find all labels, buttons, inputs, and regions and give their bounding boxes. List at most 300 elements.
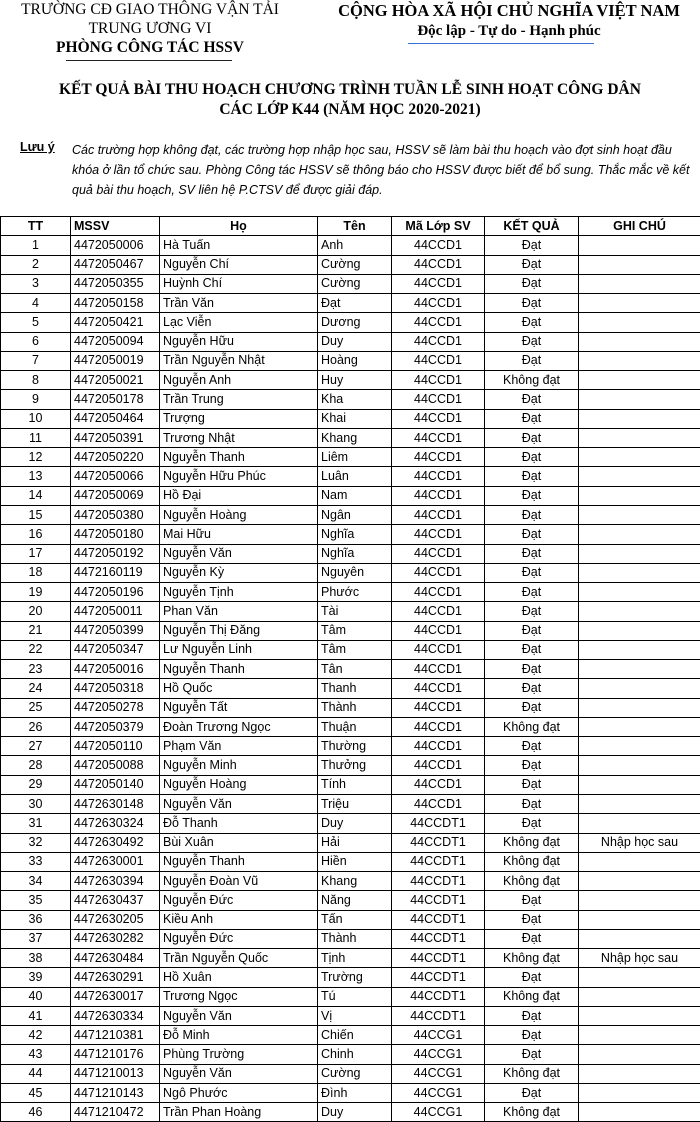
cell-mssv: 4471210143 — [71, 1083, 160, 1102]
cell-ten: Nguyên — [318, 563, 392, 582]
table-header-row — [1, 217, 700, 236]
cell-tt: 26 — [1, 717, 71, 736]
cell-ho: Trần Văn — [160, 294, 318, 313]
table-row — [1, 371, 700, 390]
cell-ten: Tân — [318, 660, 392, 679]
cell-ho: Nguyễn Chí — [160, 255, 318, 274]
table-row — [1, 1006, 700, 1025]
header-tt: TT — [1, 217, 71, 236]
cell-ghi-chu — [579, 428, 700, 447]
cell-ten: Anh — [318, 236, 392, 255]
cell-mssv: 4472050011 — [71, 602, 160, 621]
issuer-school-suffix: TRUNG ƯƠNG VI — [88, 20, 212, 37]
cell-ten: Huy — [318, 371, 392, 390]
cell-tt: 4 — [1, 294, 71, 313]
cell-ket-qua: Không đạt — [485, 987, 579, 1006]
cell-ho: Đỗ Thanh — [160, 814, 318, 833]
cell-ghi-chu — [579, 1045, 700, 1064]
cell-ket-qua: Đạt — [485, 428, 579, 447]
cell-ten: Thành — [318, 929, 392, 948]
cell-ma-lop: 44CCD1 — [392, 505, 485, 524]
cell-ghi-chu — [579, 583, 700, 602]
cell-ho: Đỗ Minh — [160, 1026, 318, 1045]
table-row — [1, 409, 700, 428]
cell-ten: Thuận — [318, 717, 392, 736]
title-line-2: CÁC LỚP K44 (NĂM HỌC 2020-2021) — [219, 101, 481, 118]
cell-ghi-chu — [579, 505, 700, 524]
motto-underline — [408, 43, 594, 44]
cell-ghi-chu: Nhập học sau — [579, 833, 700, 852]
cell-ket-qua: Đạt — [485, 274, 579, 293]
header-ghi-chu: GHI CHÚ — [579, 217, 700, 236]
note-text: Các trường hợp không đạt, các trường hợp nhập học sau, HSSV sẽ làm bài thu hoạch vào đợt sinh hoạt đầu khóa ở lần tổ chức sau. Phòng Công tác HSSV sẽ thông báo cho HSSV được biết để bổ sung. Thắc mắc về kết quả bài thu hoạch, SV liên hệ P.CTSV để được giải đáp. — [72, 143, 690, 197]
cell-ma-lop: 44CCD1 — [392, 794, 485, 813]
cell-ten: Ngân — [318, 505, 392, 524]
cell-ma-lop: 44CCDT1 — [392, 968, 485, 987]
table-row — [1, 486, 700, 505]
cell-ma-lop: 44CCG1 — [392, 1064, 485, 1083]
cell-ho: Lạc Viễn — [160, 313, 318, 332]
cell-ket-qua: Đạt — [485, 332, 579, 351]
cell-mssv: 4472630001 — [71, 852, 160, 871]
cell-ten: Tâm — [318, 621, 392, 640]
table-row — [1, 891, 700, 910]
cell-ma-lop: 44CCD1 — [392, 621, 485, 640]
cell-ma-lop: 44CCD1 — [392, 255, 485, 274]
cell-ma-lop: 44CCD1 — [392, 640, 485, 659]
cell-ten: Hải — [318, 833, 392, 852]
cell-ma-lop: 44CCD1 — [392, 294, 485, 313]
nation-header — [318, 0, 700, 42]
cell-ket-qua: Đạt — [485, 929, 579, 948]
cell-mssv: 4472050421 — [71, 313, 160, 332]
cell-ten: Nghĩa — [318, 544, 392, 563]
cell-ho: Nguyễn Hoàng — [160, 505, 318, 524]
cell-ma-lop: 44CCD1 — [392, 467, 485, 486]
cell-ten: Thưởng — [318, 756, 392, 775]
table-row — [1, 949, 700, 968]
table-row — [1, 448, 700, 467]
cell-ket-qua: Đạt — [485, 660, 579, 679]
cell-ho: Nguyễn Thanh — [160, 660, 318, 679]
cell-ket-qua: Đạt — [485, 1006, 579, 1025]
cell-ket-qua: Đạt — [485, 486, 579, 505]
cell-ket-qua: Không đạt — [485, 833, 579, 852]
cell-tt: 2 — [1, 255, 71, 274]
cell-ghi-chu: Nhập học sau — [579, 949, 700, 968]
cell-ket-qua: Không đạt — [485, 371, 579, 390]
cell-ket-qua: Đạt — [485, 891, 579, 910]
table-row — [1, 1103, 700, 1122]
cell-ten: Đình — [318, 1083, 392, 1102]
issuer-department: PHÒNG CÔNG TÁC HSSV — [56, 39, 244, 56]
header-ho: Họ — [160, 217, 318, 236]
cell-ghi-chu — [579, 313, 700, 332]
table-row — [1, 428, 700, 447]
cell-ten: Kha — [318, 390, 392, 409]
cell-ho: Nguyễn Đức — [160, 891, 318, 910]
cell-ket-qua: Đạt — [485, 775, 579, 794]
nation-motto: Độc lập - Tự do - Hạnh phúc — [417, 23, 601, 39]
cell-ket-qua: Đạt — [485, 756, 579, 775]
table-row — [1, 968, 700, 987]
cell-ket-qua: Đạt — [485, 505, 579, 524]
cell-ma-lop: 44CCDT1 — [392, 891, 485, 910]
cell-tt: 10 — [1, 409, 71, 428]
cell-ket-qua: Đạt — [485, 448, 579, 467]
cell-ket-qua: Đạt — [485, 525, 579, 544]
cell-ho: Lư Nguyễn Linh — [160, 640, 318, 659]
cell-ghi-chu — [579, 1026, 700, 1045]
cell-ten: Khang — [318, 428, 392, 447]
cell-ma-lop: 44CCD1 — [392, 351, 485, 370]
cell-ho: Nguyễn Tất — [160, 698, 318, 717]
cell-ma-lop: 44CCD1 — [392, 313, 485, 332]
cell-ten: Tú — [318, 987, 392, 1006]
cell-ho: Trần Nguyễn Quốc — [160, 949, 318, 968]
cell-tt: 19 — [1, 583, 71, 602]
cell-ho: Nguyễn Anh — [160, 371, 318, 390]
cell-mssv: 4471210176 — [71, 1045, 160, 1064]
cell-ten: Dương — [318, 313, 392, 332]
cell-tt: 13 — [1, 467, 71, 486]
cell-tt: 6 — [1, 332, 71, 351]
cell-ten: Thanh — [318, 679, 392, 698]
cell-ket-qua: Không đạt — [485, 852, 579, 871]
cell-mssv: 4472050006 — [71, 236, 160, 255]
cell-ghi-chu — [579, 621, 700, 640]
cell-ma-lop: 44CCDT1 — [392, 949, 485, 968]
table-row — [1, 872, 700, 891]
table-body — [1, 236, 700, 1122]
cell-ho: Nguyễn Hữu — [160, 332, 318, 351]
cell-ho: Bùi Xuân — [160, 833, 318, 852]
table-row — [1, 640, 700, 659]
cell-ghi-chu — [579, 660, 700, 679]
table-row — [1, 1083, 700, 1102]
cell-ma-lop: 44CCD1 — [392, 332, 485, 351]
cell-ket-qua: Đạt — [485, 794, 579, 813]
cell-ket-qua: Đạt — [485, 544, 579, 563]
cell-ma-lop: 44CCDT1 — [392, 872, 485, 891]
cell-ho: Nguyễn Kỳ — [160, 563, 318, 582]
cell-ma-lop: 44CCDT1 — [392, 987, 485, 1006]
cell-ghi-chu — [579, 1103, 700, 1122]
cell-ten: Duy — [318, 814, 392, 833]
table-row — [1, 563, 700, 582]
cell-tt: 43 — [1, 1045, 71, 1064]
cell-ma-lop: 44CCG1 — [392, 1026, 485, 1045]
cell-ten: Chinh — [318, 1045, 392, 1064]
cell-ho: Nguyễn Văn — [160, 544, 318, 563]
cell-ho: Hồ Xuân — [160, 968, 318, 987]
cell-tt: 36 — [1, 910, 71, 929]
cell-ma-lop: 44CCD1 — [392, 390, 485, 409]
table-row — [1, 505, 700, 524]
cell-tt: 39 — [1, 968, 71, 987]
cell-ma-lop: 44CCD1 — [392, 679, 485, 698]
cell-ma-lop: 44CCD1 — [392, 698, 485, 717]
cell-ket-qua: Đạt — [485, 602, 579, 621]
cell-ma-lop: 44CCG1 — [392, 1045, 485, 1064]
cell-ma-lop: 44CCDT1 — [392, 929, 485, 948]
cell-tt: 8 — [1, 371, 71, 390]
cell-tt: 24 — [1, 679, 71, 698]
issuer-header — [0, 0, 300, 57]
cell-ghi-chu — [579, 737, 700, 756]
cell-ten: Nghĩa — [318, 525, 392, 544]
cell-ten: Duy — [318, 332, 392, 351]
cell-mssv: 4472050464 — [71, 409, 160, 428]
header-ten: Tên — [318, 217, 392, 236]
cell-mssv: 4472050066 — [71, 467, 160, 486]
cell-ma-lop: 44CCDT1 — [392, 910, 485, 929]
cell-tt: 22 — [1, 640, 71, 659]
cell-mssv: 4472050021 — [71, 371, 160, 390]
cell-ten: Tính — [318, 775, 392, 794]
cell-ten: Chiến — [318, 1026, 392, 1045]
cell-ten: Cường — [318, 1064, 392, 1083]
cell-tt: 1 — [1, 236, 71, 255]
cell-mssv: 4472050278 — [71, 698, 160, 717]
cell-ket-qua: Không đạt — [485, 949, 579, 968]
table-row — [1, 351, 700, 370]
table-row — [1, 756, 700, 775]
cell-mssv: 4472050140 — [71, 775, 160, 794]
cell-tt: 23 — [1, 660, 71, 679]
header-ma-lop: Mã Lớp SV — [392, 217, 485, 236]
cell-ho: Ngô Phước — [160, 1083, 318, 1102]
cell-ho: Nguyễn Hoàng — [160, 775, 318, 794]
cell-ten: Hiền — [318, 852, 392, 871]
table-row — [1, 544, 700, 563]
cell-tt: 40 — [1, 987, 71, 1006]
table-row — [1, 910, 700, 929]
cell-mssv: 4472630437 — [71, 891, 160, 910]
cell-ghi-chu — [579, 236, 700, 255]
table-row — [1, 313, 700, 332]
cell-ghi-chu — [579, 332, 700, 351]
cell-ten: Hoàng — [318, 351, 392, 370]
cell-ho: Nguyễn Đức — [160, 929, 318, 948]
cell-ma-lop: 44CCD1 — [392, 409, 485, 428]
cell-ghi-chu — [579, 486, 700, 505]
cell-mssv: 4472630282 — [71, 929, 160, 948]
cell-mssv: 4472630334 — [71, 1006, 160, 1025]
cell-ho: Nguyễn Văn — [160, 1006, 318, 1025]
cell-ghi-chu — [579, 448, 700, 467]
cell-ma-lop: 44CCD1 — [392, 525, 485, 544]
cell-ghi-chu — [579, 544, 700, 563]
cell-ho: Huỳnh Chí — [160, 274, 318, 293]
cell-ho: Nguyễn Hữu Phúc — [160, 467, 318, 486]
cell-tt: 11 — [1, 428, 71, 447]
cell-ghi-chu — [579, 987, 700, 1006]
cell-ma-lop: 44CCDT1 — [392, 814, 485, 833]
table-row — [1, 1064, 700, 1083]
cell-ten: Đạt — [318, 294, 392, 313]
cell-tt: 44 — [1, 1064, 71, 1083]
cell-ghi-chu — [579, 717, 700, 736]
cell-ma-lop: 44CCDT1 — [392, 852, 485, 871]
cell-ten: Luân — [318, 467, 392, 486]
note-label: Lưu ý — [20, 140, 55, 154]
cell-ghi-chu — [579, 1006, 700, 1025]
cell-ma-lop: 44CCDT1 — [392, 1006, 485, 1025]
table-row — [1, 660, 700, 679]
table-row — [1, 621, 700, 640]
cell-tt: 29 — [1, 775, 71, 794]
cell-ho: Hồ Quốc — [160, 679, 318, 698]
cell-tt: 3 — [1, 274, 71, 293]
cell-mssv: 4472050391 — [71, 428, 160, 447]
cell-mssv: 4472050379 — [71, 717, 160, 736]
cell-ghi-chu — [579, 1064, 700, 1083]
header-mssv: MSSV — [71, 217, 160, 236]
table-row — [1, 1026, 700, 1045]
cell-tt: 31 — [1, 814, 71, 833]
cell-ket-qua: Không đạt — [485, 872, 579, 891]
cell-ket-qua: Đạt — [485, 1045, 579, 1064]
table-row — [1, 294, 700, 313]
cell-mssv: 4472050318 — [71, 679, 160, 698]
cell-ghi-chu — [579, 929, 700, 948]
cell-ket-qua: Đạt — [485, 1083, 579, 1102]
cell-mssv: 4472630205 — [71, 910, 160, 929]
cell-ten: Cường — [318, 274, 392, 293]
cell-ket-qua: Đạt — [485, 467, 579, 486]
cell-mssv: 4472050220 — [71, 448, 160, 467]
cell-ket-qua: Đạt — [485, 313, 579, 332]
table-row — [1, 833, 700, 852]
cell-tt: 27 — [1, 737, 71, 756]
cell-ho: Hồ Đại — [160, 486, 318, 505]
cell-ghi-chu — [579, 891, 700, 910]
cell-ket-qua: Đạt — [485, 737, 579, 756]
table-row — [1, 987, 700, 1006]
table-row — [1, 1045, 700, 1064]
cell-mssv: 4472050110 — [71, 737, 160, 756]
cell-mssv: 4472630148 — [71, 794, 160, 813]
cell-ho: Phan Văn — [160, 602, 318, 621]
cell-mssv: 4472050016 — [71, 660, 160, 679]
cell-ten: Triệu — [318, 794, 392, 813]
table-row — [1, 717, 700, 736]
cell-mssv: 4472050178 — [71, 390, 160, 409]
cell-ghi-chu — [579, 274, 700, 293]
cell-ket-qua: Đạt — [485, 583, 579, 602]
cell-tt: 46 — [1, 1103, 71, 1122]
cell-mssv: 4472630324 — [71, 814, 160, 833]
cell-ghi-chu — [579, 390, 700, 409]
cell-tt: 34 — [1, 872, 71, 891]
cell-ten: Tài — [318, 602, 392, 621]
cell-ho: Nguyễn Thanh — [160, 448, 318, 467]
cell-ghi-chu — [579, 756, 700, 775]
issuer-school: TRƯỜNG CĐ GIAO THÔNG VẬN TẢI — [21, 1, 279, 18]
cell-ho: Đoàn Trương Ngọc — [160, 717, 318, 736]
cell-tt: 7 — [1, 351, 71, 370]
table-row — [1, 467, 700, 486]
cell-ho: Nguyễn Thị Đăng — [160, 621, 318, 640]
cell-ghi-chu — [579, 872, 700, 891]
cell-tt: 9 — [1, 390, 71, 409]
cell-ho: Trần Trung — [160, 390, 318, 409]
cell-ghi-chu — [579, 351, 700, 370]
header-ket-qua: KẾT QUẢ — [485, 217, 579, 236]
cell-ghi-chu — [579, 775, 700, 794]
cell-tt: 21 — [1, 621, 71, 640]
cell-ket-qua: Đạt — [485, 294, 579, 313]
cell-ma-lop: 44CCD1 — [392, 544, 485, 563]
cell-ten: Tịnh — [318, 949, 392, 968]
cell-tt: 17 — [1, 544, 71, 563]
cell-ghi-chu — [579, 525, 700, 544]
cell-ten: Tấn — [318, 910, 392, 929]
cell-ma-lop: 44CCD1 — [392, 486, 485, 505]
cell-tt: 14 — [1, 486, 71, 505]
cell-ket-qua: Đạt — [485, 968, 579, 987]
cell-ket-qua: Đạt — [485, 409, 579, 428]
table-row — [1, 255, 700, 274]
cell-ghi-chu — [579, 563, 700, 582]
cell-mssv: 4472630291 — [71, 968, 160, 987]
cell-ho: Phạm Văn — [160, 737, 318, 756]
cell-mssv: 4472050192 — [71, 544, 160, 563]
cell-ten: Tâm — [318, 640, 392, 659]
cell-ho: Hà Tuấn — [160, 236, 318, 255]
cell-ma-lop: 44CCG1 — [392, 1103, 485, 1122]
cell-tt: 28 — [1, 756, 71, 775]
cell-ma-lop: 44CCD1 — [392, 236, 485, 255]
cell-mssv: 4472050158 — [71, 294, 160, 313]
cell-ket-qua: Đạt — [485, 640, 579, 659]
cell-mssv: 4472630394 — [71, 872, 160, 891]
table-row — [1, 525, 700, 544]
table-row — [1, 602, 700, 621]
cell-mssv: 4472630492 — [71, 833, 160, 852]
cell-ket-qua: Đạt — [485, 698, 579, 717]
cell-ten: Trường — [318, 968, 392, 987]
cell-ghi-chu — [579, 852, 700, 871]
cell-ghi-chu — [579, 968, 700, 987]
cell-ghi-chu — [579, 409, 700, 428]
cell-ghi-chu — [579, 910, 700, 929]
cell-ho: Trương Nhật — [160, 428, 318, 447]
cell-ghi-chu — [579, 698, 700, 717]
cell-mssv: 4472630484 — [71, 949, 160, 968]
table-row — [1, 390, 700, 409]
cell-mssv: 4472050180 — [71, 525, 160, 544]
cell-ma-lop: 44CCD1 — [392, 448, 485, 467]
cell-ho: Mai Hữu — [160, 525, 318, 544]
document-title — [0, 80, 700, 120]
cell-tt: 12 — [1, 448, 71, 467]
cell-tt: 32 — [1, 833, 71, 852]
cell-ten: Khai — [318, 409, 392, 428]
cell-tt: 18 — [1, 563, 71, 582]
table-row — [1, 332, 700, 351]
cell-tt: 45 — [1, 1083, 71, 1102]
cell-ket-qua: Không đạt — [485, 717, 579, 736]
cell-ten: Vị — [318, 1006, 392, 1025]
cell-mssv: 4472050355 — [71, 274, 160, 293]
cell-ten: Cường — [318, 255, 392, 274]
cell-ho: Trần Phan Hoàng — [160, 1103, 318, 1122]
cell-mssv: 4472630017 — [71, 987, 160, 1006]
cell-ghi-chu — [579, 602, 700, 621]
cell-ma-lop: 44CCD1 — [392, 717, 485, 736]
